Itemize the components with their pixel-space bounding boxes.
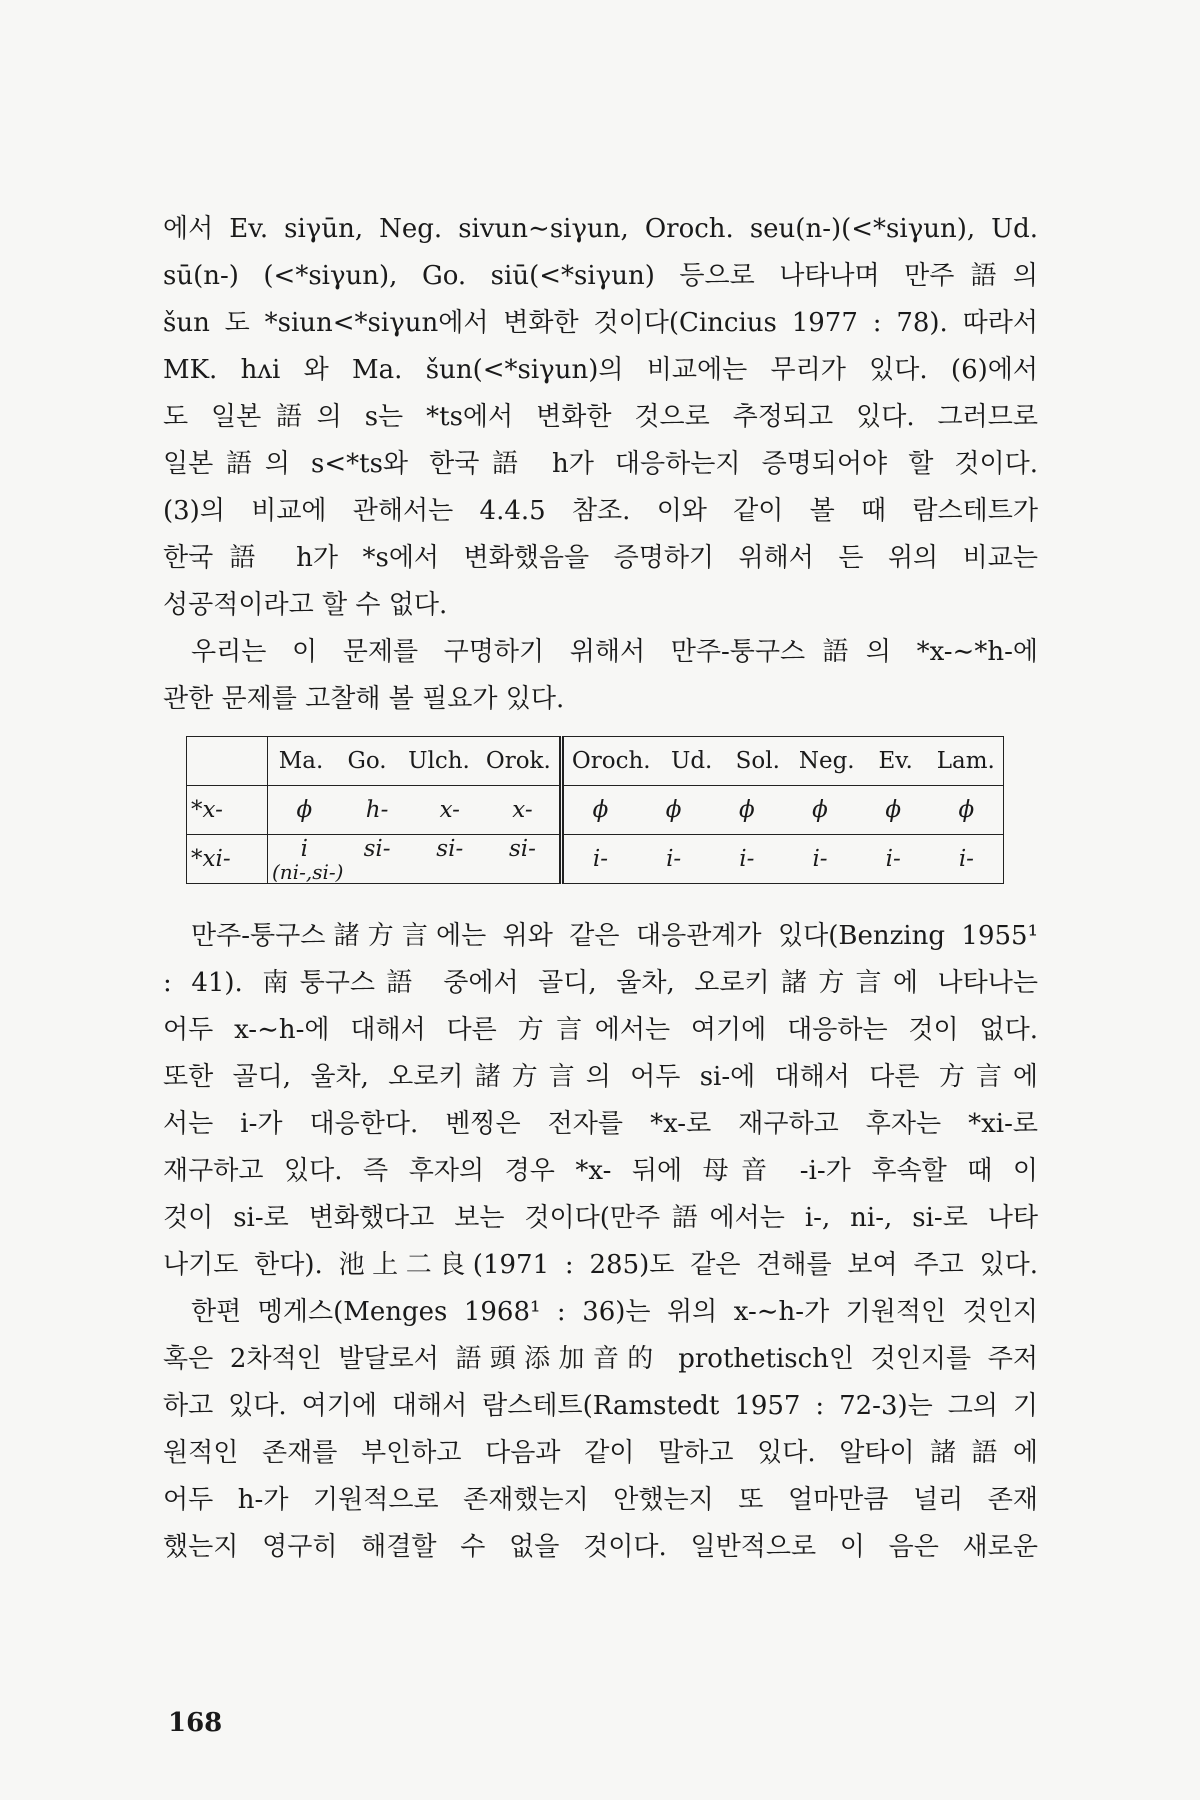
table-cell: si- [508, 836, 536, 862]
table-cell: ϕ [738, 797, 755, 823]
table-cell: i- [885, 846, 901, 872]
paragraph-4-line: 한편 멩게스(Menges 1968¹ : 36)는 위의 x-∼h-가 기원적인 것인지 [191, 1297, 1038, 1327]
table-cell: ϕ [812, 797, 828, 823]
paragraph-1-line: MK. hʌi 와 Ma. šun(<*siγun)의 비교에는 무리가 있다. (6)에서 [163, 355, 1038, 385]
table-row [187, 786, 1004, 835]
table-cell: x- [512, 797, 533, 823]
table-cell: ϕ [885, 797, 902, 823]
group2-cell [561, 786, 1003, 835]
table-cell: i- [739, 846, 755, 872]
paragraph-1-line: 성공적이라고 할 수 없다. [163, 590, 448, 620]
table-cell-note: (ni-,si-) [272, 860, 344, 884]
paragraph-1-line: (3)의 비교에 관해서는 4.4.5 참조. 이와 같이 볼 때 람스테트가 [163, 496, 1038, 526]
group1-header-cell [268, 737, 562, 786]
column-header: Oroch. [571, 748, 651, 774]
page-number: 168 [168, 1708, 223, 1738]
row-label: *x- [187, 786, 268, 835]
paragraph-4-line: 혹은 2차적인 발달로서 語頭添加音的 prothetisch인 것인지를 주저 [163, 1344, 1038, 1374]
column-header: Ud. [670, 748, 713, 774]
paragraph-4-line: 했는지 영구히 해결할 수 없을 것이다. 일반적으로 이 음은 새로운 [163, 1532, 1038, 1562]
paragraph-1-line: 일본語의 s<*ts와 한국語 h가 대응하는지 증명되어야 할 것이다. [163, 449, 1038, 479]
upper-text [163, 206, 1038, 723]
paragraph-3-line: : 41). 南퉁구스語 중에서 골디, 울차, 오로키諸方言에 나타나는 [163, 968, 1038, 998]
paragraph-1-line: 에서 Ev. siγūn, Neg. sivun∼siγun, Oroch. seu(n-)(<*siγun), Ud. [163, 214, 1038, 244]
group2-header-cell [561, 737, 1003, 786]
table-cell: i- [666, 846, 682, 872]
column-header: Ma. [278, 748, 324, 774]
table-cell: ϕ [296, 797, 313, 823]
table-cell: ϕ [665, 797, 682, 823]
table-cell: si- [363, 836, 391, 862]
lower-text [163, 913, 1038, 1571]
column-header: Neg. [798, 748, 855, 774]
paragraph-4-line: 하고 있다. 여기에 대해서 람스테트(Ramstedt 1957 : 72-3)는 그의 기 [163, 1391, 1038, 1421]
paragraph-4-line: 어두 h-가 기원적으로 존재했는지 안했는지 또 얼마만큼 널리 존재 [163, 1485, 1038, 1515]
paragraph-3-line: 또한 골디, 울차, 오로키諸方言의 어두 si-에 대해서 다른 方言에 [163, 1062, 1038, 1092]
group1-cell [268, 786, 562, 835]
column-header: Sol. [735, 748, 780, 774]
paragraph-3-line: 서는 i-가 대응한다. 벤찡은 전자를 *x-로 재구하고 후자는 *xi-로 [163, 1109, 1038, 1139]
paragraph-1-line: sū(n-) (<*siγun), Go. siū(<*siγun) 등으로 나타나며 만주語의 [163, 261, 1038, 291]
table-cell: i- [812, 846, 828, 872]
paragraph-3-line: 만주-퉁구스諸方言에는 위와 같은 대응관계가 있다(Benzing 1955¹ [191, 921, 1038, 951]
table-cell: x- [439, 797, 460, 823]
row-label: *xi- [187, 835, 268, 884]
paragraph-2-line: 관한 문제를 고찰해 볼 필요가 있다. [163, 684, 565, 714]
paragraph-1-line: 한국語 h가 *s에서 변화했음을 증명하기 위해서 든 위의 비교는 [163, 543, 1038, 573]
paragraph-3-line: 나기도 한다). 池上二良(1971 : 285)도 같은 견해를 보여 주고 있다. [163, 1250, 1038, 1280]
column-header: Go. [347, 748, 387, 774]
table-cell: si- [436, 836, 464, 862]
column-header: Lam. [936, 748, 995, 774]
table-cell: h- [365, 797, 389, 823]
column-header: Ev. [878, 748, 913, 774]
table-row [187, 835, 1004, 884]
table-header-row [187, 737, 1004, 786]
paragraph-4-line: 원적인 존재를 부인하고 다음과 같이 말하고 있다. 알타이諸語에 [163, 1438, 1038, 1468]
paragraph-1-line: šun 도 *siun<*siγun에서 변화한 것이다(Cincius 1977 : 78). 따라서 [163, 308, 1038, 338]
table-corner-cell [187, 737, 268, 786]
group2-cell [561, 835, 1003, 884]
paragraph-3-line: 것이 si-로 변화했다고 보는 것이다(만주語에서는 i-, ni-, si-로 나타 [163, 1203, 1038, 1233]
group1-cell [268, 835, 562, 884]
table-cell: i [300, 836, 309, 862]
table-cell: i- [592, 846, 609, 872]
paragraph-1-line: 도 일본語의 s는 *ts에서 변화한 것으로 추정되고 있다. 그러므로 [163, 402, 1038, 432]
column-header: Ulch. [408, 748, 470, 774]
column-header: Orok. [485, 748, 551, 774]
table-cell: ϕ [958, 797, 975, 823]
table-cell: i- [958, 846, 974, 872]
paragraph-2-line: 우리는 이 문제를 구명하기 위해서 만주-퉁구스語의 *x-∼*h-에 [191, 637, 1038, 667]
correspondence-table [186, 736, 1004, 884]
paragraph-3-line: 어두 x-∼h-에 대해서 다른 方言에서는 여기에 대응하는 것이 없다. [163, 1015, 1038, 1045]
paragraph-3-line: 재구하고 있다. 즉 후자의 경우 *x- 뒤에 母音 -i-가 후속할 때 이 [163, 1156, 1038, 1186]
table-cell: ϕ [592, 797, 609, 823]
